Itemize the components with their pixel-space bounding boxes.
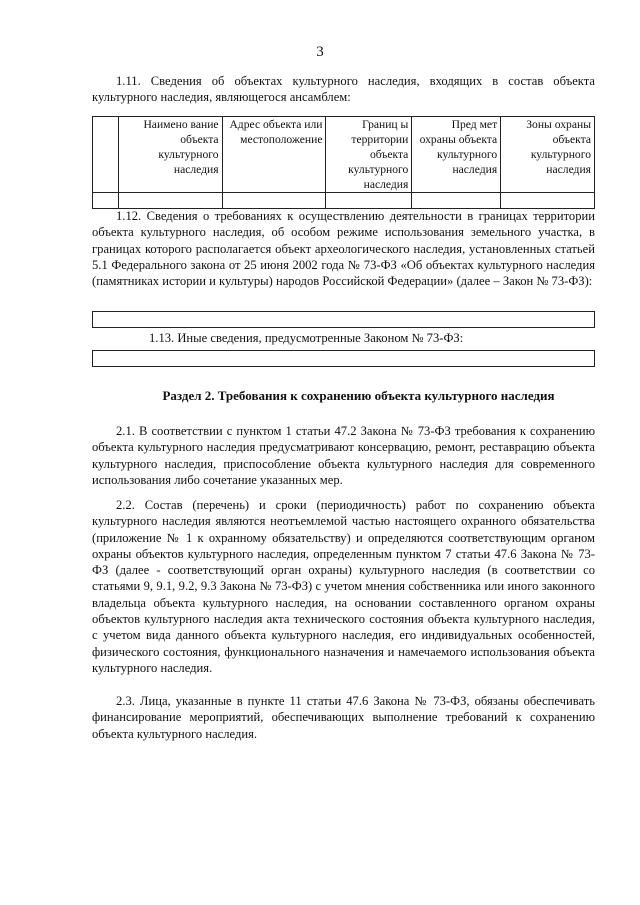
paragraph-1-12: 1.12. Сведения о требованиях к осуществлению деятельности в границах территории объекта культурного наследия, об особом режиме использования земельного участка, в границах которого располагается объект археологического наследия, установленных статьей 5.1 Федерального закона от 25 июня 2002 года № 73-ФЗ «Об объектах культурного наследия (памятниках истории и культуры) народов Российской Федерации» (далее – Закон № 73-ФЗ): [92,209,595,289]
table-header-boundaries: Границ ы территории объекта культурного наследия [326,117,412,193]
table-cell [93,193,119,209]
paragraph-1-11: 1.11. Сведения об объектах культурного наследия, входящих в состав объекта культурного наследия, являющегося ансамблем: [92,74,595,105]
paragraph-1-13: 1.13. Иные сведения, предусмотренные Законом № 73-ФЗ: [149,331,464,345]
table-header-name: Наимено вание объекта культурного наследия [118,117,222,193]
table-header-row [93,117,595,193]
table-cell [118,193,222,209]
table-header-cell [93,117,119,193]
table-row [93,193,595,209]
table-cell [326,193,412,209]
table-header-address: Адрес объекта или местоположение [222,117,326,193]
paragraph-2-3: 2.3. Лица, указанные в пункте 11 статьи 47.6 Закона № 73-ФЗ, обязаны обеспечивать финансирование мероприятий, обеспечивающих выполнение требований к сохранению объекта культурного наследия. [92,694,595,741]
paragraph-2-2: 2.2. Состав (перечень) и сроки (периодичность) работ по сохранению объекта культурного наследия являются неотъемлемой частью настоящего охранного обязательства (приложение № 1 к охранному обязательству) и определяются соответствующим органом охраны объектов культурного наследия, определенным пунктом 7 статьи 47.6 Закона № 73-ФЗ (далее - соответствующий орган охраны) культурного наследия (в соответствии со статьями 9, 9.1, 9.2, 9.3 Закона № 73-ФЗ) с учетом мнения собственника или иного законного владельца объекта культурного наследия, на основании составленного органом охраны объектов культурного наследия акта технического состояния объекта культурного наследия, с учетом вида данного объекта культурного наследия, его индивидуальных особенностей, физического состояния, функционального назначения и намечаемого использования объекта культурного наследия. [92,498,595,675]
section-2-title: Раздел 2. Требования к сохранению объекта культурного наследия [162,388,555,403]
paragraph-2-1: 2.1. В соответствии с пунктом 1 статьи 47.2 Закона № 73-ФЗ требования к сохранению объекта культурного наследия предусматривают консервацию, ремонт, реставрацию объекта культурного наследия, приспособление объекта культурного наследия для современного использования либо сочетание указанных мер. [92,424,595,487]
info-box-1-12 [92,311,595,328]
table-header-protection-zones: Зоны охраны объекта культурного наследия [501,117,595,193]
table-cell [501,193,595,209]
table-cell [222,193,326,209]
page-number: 3 [316,44,324,60]
table-header-protection-subject: Пред мет охраны объекта культурного наследия [412,117,501,193]
ensemble-objects-table [92,116,595,209]
info-box-1-13 [92,350,595,367]
table-cell [412,193,501,209]
